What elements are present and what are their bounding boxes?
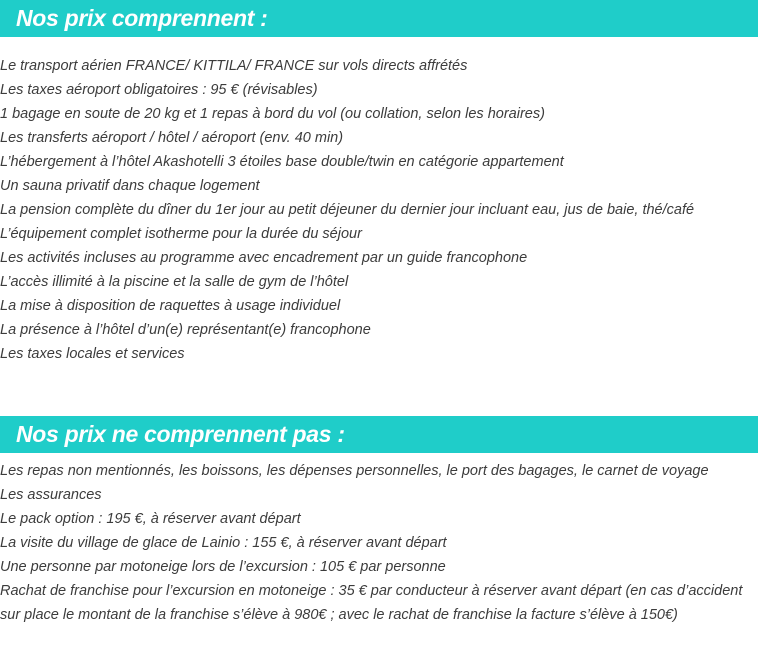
included-item-airport-taxes: Les taxes aéroport obligatoires : 95 € (révisables) [0, 82, 318, 98]
excluded-title: Nos prix ne comprennent pas : [16, 421, 345, 447]
included-item-transfers: Les transferts aéroport / hôtel / aéroport (env. 40 min) [0, 130, 344, 146]
excluded-header [0, 416, 758, 453]
included-item-snowshoes: La mise à disposition de raquettes à usage individuel [0, 298, 341, 314]
included-list [0, 54, 758, 366]
included-item-transport: Le transport aérien FRANCE/ KITTILA/ FRANCE sur vols directs affrétés [0, 58, 468, 74]
included-header [0, 0, 758, 37]
excluded-item-ice-village: La visite du village de glace de Lainio : 155 €, à réserver avant départ [0, 535, 447, 551]
excluded-item-meals-drinks: Les repas non mentionnés, les boissons, les dépenses personnelles, le port des bagages, le carnet de voyage [0, 463, 709, 479]
included-item-full-board: La pension complète du dîner du 1er jour au petit déjeuner du dernier jour incluant eau, jus de baie, thé/café [0, 202, 695, 218]
included-item-pool-gym: L’accès illimité à la piscine et la salle de gym de l’hôtel [0, 274, 349, 290]
excluded-item-franchise-buyback: Rachat de franchise pour l’excursion en motoneige : 35 € par conducteur à réserver avant départ (en cas d’accident sur place le montant de la franchise s’élève à 980€ ; avec le rachat de franchise la facture s’élève à 150€) [0, 583, 743, 623]
excluded-item-snowmobile-single: Une personne par motoneige lors de l’excursion : 105 € par personne [0, 559, 446, 575]
excluded-item-insurance: Les assurances [0, 487, 102, 503]
included-title: Nos prix comprennent : [16, 5, 268, 31]
included-item-representative: La présence à l’hôtel d’un(e) représentant(e) francophone [0, 322, 371, 338]
excluded-list [0, 459, 758, 627]
excluded-item-option-pack: Le pack option : 195 €, à réserver avant départ [0, 511, 301, 527]
included-item-sauna: Un sauna privatif dans chaque logement [0, 178, 260, 194]
included-item-activities: Les activités incluses au programme avec encadrement par un guide francophone [0, 250, 528, 266]
included-item-local-taxes: Les taxes locales et services [0, 346, 185, 362]
excluded-section [0, 416, 758, 627]
included-item-baggage: 1 bagage en soute de 20 kg et 1 repas à bord du vol (ou collation, selon les horaires) [0, 106, 545, 122]
included-item-accommodation: L’hébergement à l’hôtel Akashotelli 3 étoiles base double/twin en catégorie appartement [0, 154, 564, 170]
included-item-equipment: L’équipement complet isotherme pour la durée du séjour [0, 226, 362, 242]
